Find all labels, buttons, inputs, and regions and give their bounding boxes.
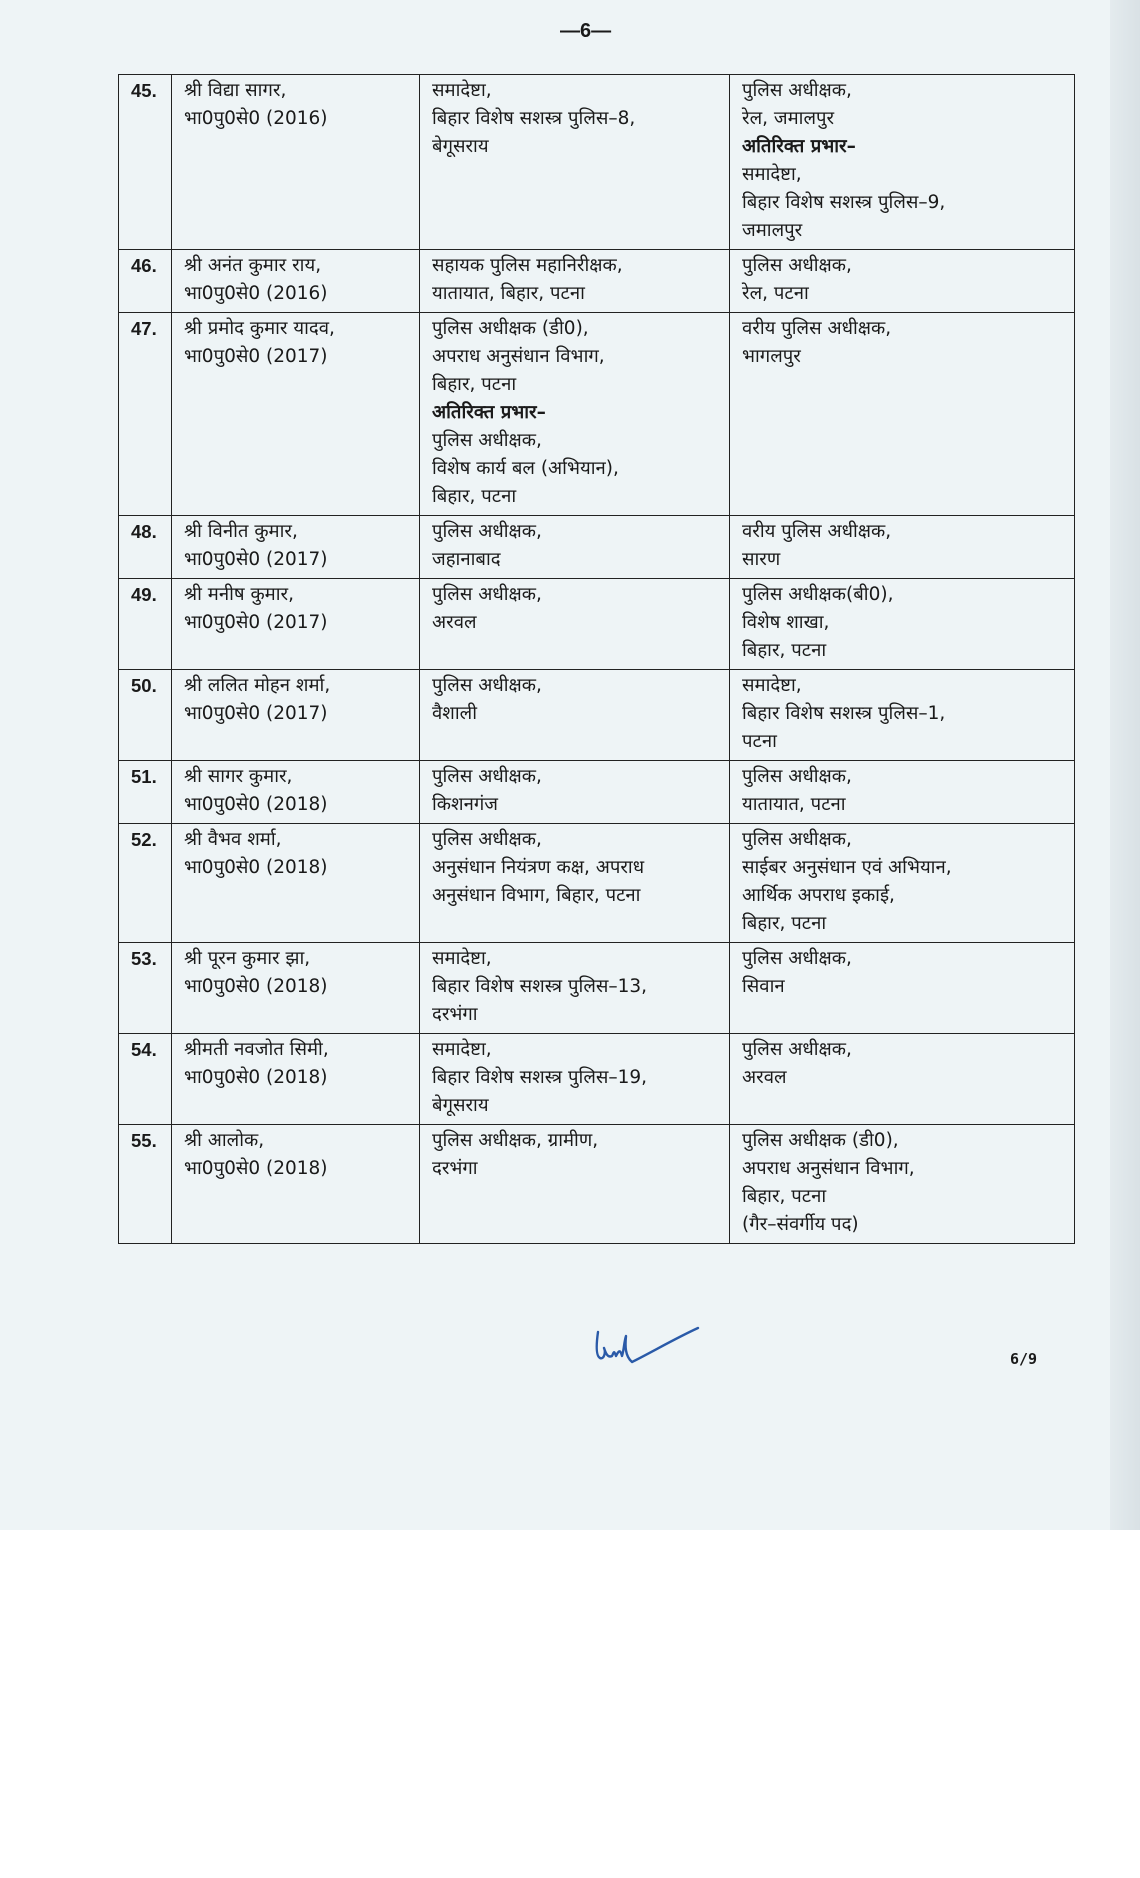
posting-line: सिवान <box>742 976 785 997</box>
posting-line: वरीय पुलिस अधीक्षक, <box>742 318 892 339</box>
serial-number: 53. <box>119 943 172 1034</box>
posting-line: पुलिस अधीक्षक, <box>742 766 852 787</box>
posting-line: समादेष्टा, <box>432 1039 492 1060</box>
officer-name-cell <box>172 313 420 516</box>
serial-number: 55. <box>119 1125 172 1244</box>
officer-service-batch: भा0पु0से0 (2016) <box>184 283 328 304</box>
posting-line: बेगूसराय <box>432 136 489 157</box>
current-posting-cell <box>420 1034 730 1125</box>
officer-name: श्री पूरन कुमार झा, <box>184 948 311 969</box>
officer-name: श्री मनीष कुमार, <box>184 584 294 605</box>
posting-line: अरवल <box>742 1067 787 1088</box>
posting-line: वैशाली <box>432 703 477 724</box>
officer-name: श्री विद्या सागर, <box>184 80 287 101</box>
transfer-table <box>118 74 1075 1244</box>
page-edge-shadow <box>1110 0 1140 1530</box>
new-posting-cell <box>730 943 1075 1034</box>
serial-number: 49. <box>119 579 172 670</box>
officer-name-cell <box>172 670 420 761</box>
posting-line: पटना <box>742 731 777 752</box>
table-row <box>119 516 1075 579</box>
table-row <box>119 250 1075 313</box>
posting-line: पुलिस अधीक्षक, <box>432 584 542 605</box>
officer-name-cell <box>172 579 420 670</box>
page-fraction: 6/9 <box>1010 1350 1038 1368</box>
posting-line: पुलिस अधीक्षक, <box>742 255 852 276</box>
new-posting-cell <box>730 75 1075 250</box>
officer-service-batch: भा0पु0से0 (2017) <box>184 346 328 367</box>
officer-name-cell <box>172 75 420 250</box>
officer-name-cell <box>172 761 420 824</box>
posting-line: भागलपुर <box>742 346 801 367</box>
posting-line: सहायक पुलिस महानिरीक्षक, <box>432 255 623 276</box>
posting-line: रेल, पटना <box>742 283 809 304</box>
table-row <box>119 579 1075 670</box>
current-posting-cell <box>420 516 730 579</box>
officer-service-batch: भा0पु0से0 (2016) <box>184 108 328 129</box>
posting-line: बिहार विशेष सशस्त्र पुलिस–1, <box>742 703 946 724</box>
posting-line: किशनगंज <box>432 794 498 815</box>
posting-line: पुलिस अधीक्षक, <box>742 80 852 101</box>
new-posting-cell <box>730 761 1075 824</box>
current-posting-cell <box>420 75 730 250</box>
officer-name: श्री विनीत कुमार, <box>184 521 298 542</box>
posting-line: विशेष कार्य बल (अभियान), <box>432 458 619 479</box>
posting-line: पुलिस अधीक्षक, <box>432 521 542 542</box>
new-posting-cell <box>730 313 1075 516</box>
serial-number: 52. <box>119 824 172 943</box>
new-posting-cell <box>730 670 1075 761</box>
officer-name-cell <box>172 516 420 579</box>
new-posting-cell <box>730 1125 1075 1244</box>
posting-line: अपराध अनुसंधान विभाग, <box>742 1158 915 1179</box>
posting-line: समादेष्टा, <box>432 948 492 969</box>
posting-line: पुलिस अधीक्षक, <box>742 829 852 850</box>
new-posting-cell <box>730 1034 1075 1125</box>
posting-line: बिहार विशेष सशस्त्र पुलिस–9, <box>742 192 946 213</box>
page-marker: —6— <box>560 20 612 42</box>
posting-line: समादेष्टा, <box>432 80 492 101</box>
table-row <box>119 761 1075 824</box>
posting-line: पुलिस अधीक्षक, ग्रामीण, <box>432 1130 599 1151</box>
posting-line: यातायात, बिहार, पटना <box>432 283 585 304</box>
posting-line: बिहार, पटना <box>742 1186 827 1207</box>
current-posting-cell <box>420 943 730 1034</box>
posting-line: समादेष्टा, <box>742 675 802 696</box>
signature-icon <box>592 1322 702 1374</box>
posting-line: बिहार विशेष सशस्त्र पुलिस–8, <box>432 108 636 129</box>
posting-line: दरभंगा <box>432 1158 478 1179</box>
officer-name-cell <box>172 1034 420 1125</box>
table-row <box>119 1034 1075 1125</box>
transfer-table-body <box>119 75 1075 1244</box>
posting-line: बिहार विशेष सशस्त्र पुलिस–13, <box>432 976 648 997</box>
officer-name: श्री ललित मोहन शर्मा, <box>184 675 331 696</box>
posting-line: बिहार, पटना <box>742 640 827 661</box>
posting-line: आर्थिक अपराध इकाई, <box>742 885 895 906</box>
posting-line: अपराध अनुसंधान विभाग, <box>432 346 605 367</box>
table-row <box>119 943 1075 1034</box>
new-posting-cell <box>730 250 1075 313</box>
table-row <box>119 670 1075 761</box>
additional-charge-label: अतिरिक्त प्रभार– <box>432 402 546 423</box>
officer-service-batch: भा0पु0से0 (2018) <box>184 1067 328 1088</box>
officer-name: श्री वैभव शर्मा, <box>184 829 282 850</box>
serial-number: 54. <box>119 1034 172 1125</box>
posting-line: पुलिस अधीक्षक(बी0), <box>742 584 894 605</box>
current-posting-cell <box>420 670 730 761</box>
posting-line: जमालपुर <box>742 220 803 241</box>
current-posting-cell <box>420 1125 730 1244</box>
posting-line: विशेष शाखा, <box>742 612 830 633</box>
posting-line: बिहार, पटना <box>742 913 827 934</box>
posting-line: पुलिस अधीक्षक, <box>432 766 542 787</box>
officer-service-batch: भा0पु0से0 (2017) <box>184 703 328 724</box>
additional-charge-label: अतिरिक्त प्रभार– <box>742 136 856 157</box>
current-posting-cell <box>420 579 730 670</box>
serial-number: 48. <box>119 516 172 579</box>
posting-line: पुलिस अधीक्षक, <box>742 1039 852 1060</box>
posting-line: बिहार, पटना <box>432 486 517 507</box>
serial-number: 46. <box>119 250 172 313</box>
new-posting-cell <box>730 824 1075 943</box>
posting-line: पुलिस अधीक्षक (डी0), <box>432 318 589 339</box>
officer-name-cell <box>172 824 420 943</box>
table-row <box>119 824 1075 943</box>
new-posting-cell <box>730 579 1075 670</box>
posting-line: पुलिस अधीक्षक, <box>432 675 542 696</box>
posting-line: अरवल <box>432 612 477 633</box>
officer-service-batch: भा0पु0से0 (2018) <box>184 857 328 878</box>
table-row <box>119 1125 1075 1244</box>
new-posting-cell <box>730 516 1075 579</box>
posting-line: पुलिस अधीक्षक, <box>742 948 852 969</box>
serial-number: 51. <box>119 761 172 824</box>
officer-name: श्री आलोक, <box>184 1130 265 1151</box>
officer-name-cell <box>172 250 420 313</box>
posting-line: दरभंगा <box>432 1004 478 1025</box>
officer-service-batch: भा0पु0से0 (2017) <box>184 612 328 633</box>
posting-line: साईबर अनुसंधान एवं अभियान, <box>742 857 952 878</box>
officer-service-batch: भा0पु0से0 (2018) <box>184 794 328 815</box>
posting-line: जहानाबाद <box>432 549 501 570</box>
officer-service-batch: भा0पु0से0 (2018) <box>184 976 328 997</box>
posting-line: बिहार विशेष सशस्त्र पुलिस–19, <box>432 1067 648 1088</box>
posting-line: बिहार, पटना <box>432 374 517 395</box>
posting-line: पुलिस अधीक्षक (डी0), <box>742 1130 899 1151</box>
posting-line: अनुसंधान विभाग, बिहार, पटना <box>432 885 641 906</box>
serial-number: 50. <box>119 670 172 761</box>
officer-service-batch: भा0पु0से0 (2018) <box>184 1158 328 1179</box>
table-row <box>119 75 1075 250</box>
current-posting-cell <box>420 824 730 943</box>
current-posting-cell <box>420 313 730 516</box>
current-posting-cell <box>420 250 730 313</box>
posting-line: बेगूसराय <box>432 1095 489 1116</box>
officer-name: श्री प्रमोद कुमार यादव, <box>184 318 335 339</box>
officer-name-cell <box>172 1125 420 1244</box>
officer-name: श्री सागर कुमार, <box>184 766 293 787</box>
current-posting-cell <box>420 761 730 824</box>
posting-line: (गैर–संवर्गीय पद) <box>742 1214 859 1235</box>
posting-line: पुलिस अधीक्षक, <box>432 430 542 451</box>
serial-number: 45. <box>119 75 172 250</box>
officer-service-batch: भा0पु0से0 (2017) <box>184 549 328 570</box>
posting-line: रेल, जमालपुर <box>742 108 835 129</box>
posting-line: अनुसंधान नियंत्रण कक्ष, अपराध <box>432 857 645 878</box>
officer-name: श्री अनंत कुमार राय, <box>184 255 322 276</box>
posting-line: समादेष्टा, <box>742 164 802 185</box>
officer-name-cell <box>172 943 420 1034</box>
serial-number: 47. <box>119 313 172 516</box>
posting-line: वरीय पुलिस अधीक्षक, <box>742 521 892 542</box>
table-row <box>119 313 1075 516</box>
posting-line: यातायात, पटना <box>742 794 846 815</box>
posting-line: पुलिस अधीक्षक, <box>432 829 542 850</box>
posting-line: सारण <box>742 549 781 570</box>
officer-name: श्रीमती नवजोत सिमी, <box>184 1039 329 1060</box>
